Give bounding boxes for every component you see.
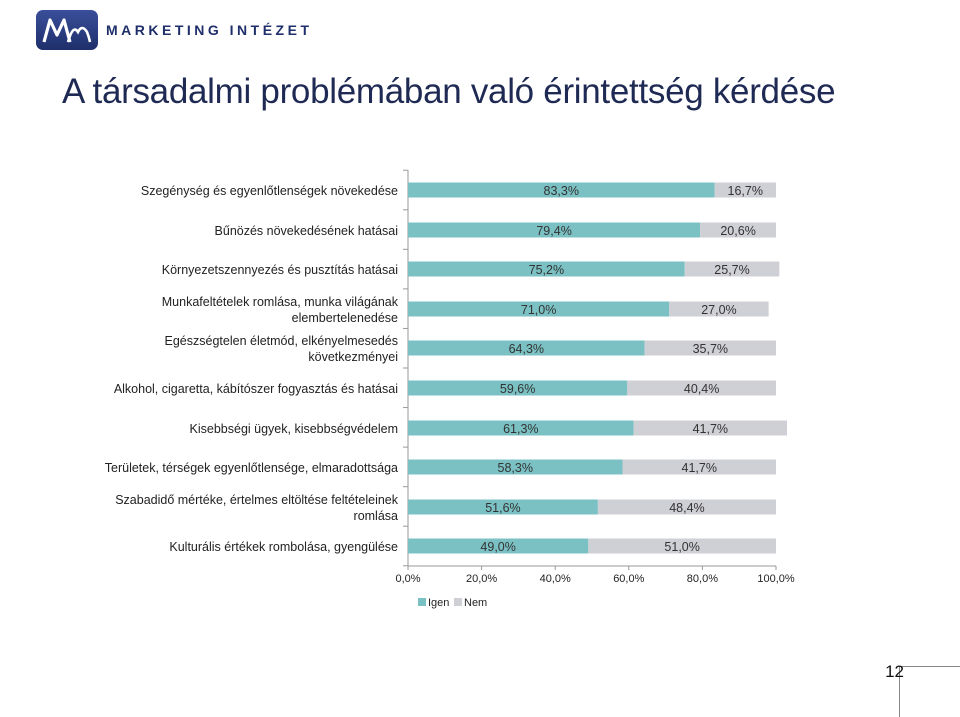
x-tick-label: 80,0% — [686, 573, 719, 585]
data-label-nem: 16,7% — [727, 184, 763, 198]
data-label-igen: 71,0% — [520, 303, 557, 317]
data-label-nem: 48,4% — [669, 501, 705, 515]
category-label: Környezetszennyezés és pusztítás hatásai — [161, 263, 398, 277]
data-label-igen: 61,3% — [503, 422, 539, 436]
category-label: Szegénység és egyenlőtlenségek növekedése — [140, 184, 398, 198]
legend-label-igen: Igen — [428, 597, 450, 609]
x-tick-label: 20,0% — [465, 573, 498, 585]
data-label-igen: 59,6% — [499, 382, 536, 396]
data-label-nem: 25,7% — [714, 263, 750, 277]
legend-label-nem: Nem — [464, 597, 488, 609]
category-label: Szabadidő mértéke, értelmes eltöltése feltételeinek — [115, 493, 398, 507]
category-label: Egészségtelen életmód, elkényelmesedés — [164, 334, 398, 348]
data-label-nem: 51,0% — [664, 540, 700, 554]
page-number: 12 — [885, 662, 904, 681]
data-label-nem: 27,0% — [701, 303, 737, 317]
category-label: romlása — [353, 509, 398, 523]
data-label-nem: 41,7% — [681, 461, 717, 475]
category-label: Alkohol, cigaretta, kábítószer fogyasztás és hatásai — [113, 382, 398, 396]
category-label: Munkafeltételek romlása, munka világának — [161, 295, 398, 309]
data-label-igen: 79,4% — [536, 224, 572, 238]
category-label: következményei — [308, 350, 398, 364]
data-label-igen: 83,3% — [543, 184, 579, 198]
data-label-igen: 58,3% — [497, 461, 533, 475]
x-tick-label: 40,0% — [539, 573, 571, 585]
data-label-nem: 41,7% — [692, 422, 729, 436]
legend-swatch-igen — [418, 598, 426, 606]
legend-swatch-nem — [454, 598, 462, 606]
category-label: Kulturális értékek rombolása, gyengülése — [169, 540, 398, 554]
category-label: Kisebbségi ügyek, kisebbségvédelem — [189, 422, 398, 436]
category-label: elembertelenedése — [291, 311, 398, 325]
data-label-igen: 75,2% — [528, 263, 565, 277]
data-label-nem: 40,4% — [683, 382, 720, 396]
data-label-igen: 51,6% — [485, 501, 521, 515]
data-label-nem: 35,7% — [692, 342, 729, 356]
data-label-nem: 20,6% — [720, 224, 756, 238]
corner-frame — [899, 666, 960, 717]
category-label: Területek, térségek egyenlőtlensége, elmaradottsága — [104, 461, 398, 475]
x-tick-label: 100,0% — [757, 573, 795, 585]
data-label-igen: 49,0% — [480, 540, 516, 554]
data-label-igen: 64,3% — [508, 342, 545, 356]
brand-name: MARKETING INTÉZET — [106, 22, 313, 38]
page-title: A társadalmi problémában való érintettség kérdése — [62, 72, 836, 111]
category-label: Bűnözés növekedésének hatásai — [214, 224, 398, 238]
x-tick-label: 60,0% — [613, 573, 645, 585]
x-tick-label: 0,0% — [395, 573, 421, 585]
